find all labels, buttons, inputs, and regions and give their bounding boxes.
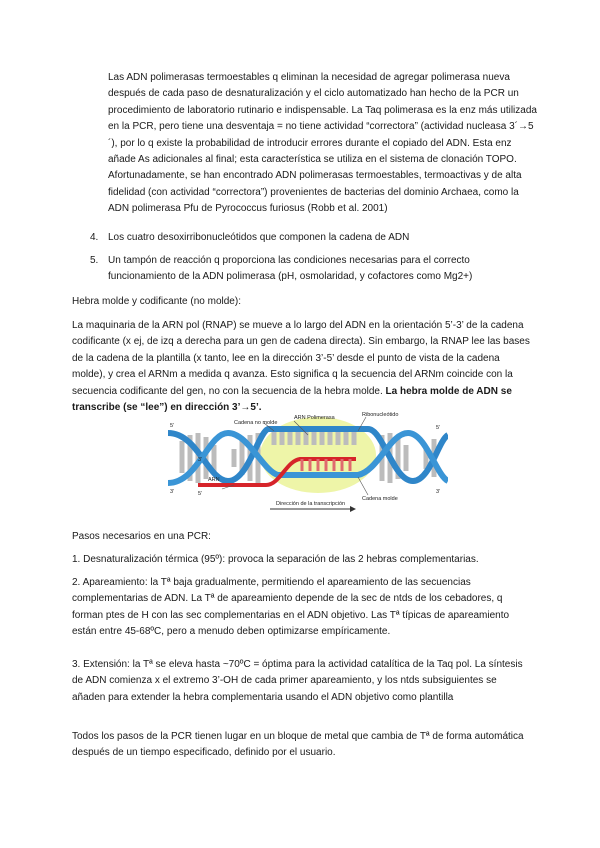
list-text: Los cuatro desoxirribonucleótidos que componen la cadena de ADN (108, 232, 410, 243)
arrow-head-icon (350, 506, 356, 512)
intro-paragraph: Las ADN polimerasas termoestables q eliminan la necesidad de agregar polimerasa nueva después de cada paso de desnaturalización y el ciclo automatizado han hecho de la PCR un procedimiento de laboratorio rutinario e indispensable. La Taq polimerasa es la enz más utilizada en la PCR, pero tiene una desventaja = no tiene actividad “correctora” (actividad nucleasa 3´→5´), por lo q existe la probabilidad de introducir errores durante el copiado del ADN. Esta enz añade As adicionales al final; esta característica se utiliza en el sistema de clonación TOPO. Afortunadamente, se han encontrado ADN polimerasas termoestables, termoactivas y de alta fidelidad (con actividad “correctora”) provenientes de bacterias del dominio Archaea, como la ADN polimerasa Pfu de Pyrococcus furiosus (Robb et al. 2001) (108, 72, 537, 215)
label-3-inner: 3’ (198, 457, 203, 463)
pcr-heading: Pasos necesarios en una PCR: (72, 531, 211, 542)
label-nontemplate: Cadena no molde (234, 420, 278, 426)
pcr-step-1: 1. Desnaturalización térmica (95º): provoca la separación de las 2 hebras complementarias. (72, 554, 479, 565)
label-5-arn: 5’ (198, 491, 203, 497)
label-5-left: 5’ (170, 423, 175, 429)
rna-bases (302, 459, 350, 471)
pcr-step-2: 2. Apareamiento: la Tª baja gradualmente, permitiendo el apareamiento de las secuencias complementarias de ADN. La Tª de apareamiento depende de la sec de ntds de los cebadores, q forman ptes de H con las sec complementarias en el ADN objetivo. Las Tª típicas de apareamiento están entre 45-68ºC, pero a menudo deben optimizarse empíricamente. (72, 577, 510, 638)
list-text: Un tampón de reacción q proporciona las condiciones necesarias para el correcto funcionamiento de la ADN polimerasa (pH, osmolaridad, y cofactores como Mg2+) (108, 255, 473, 283)
strand-text: La maquinaria de la ARN pol (RNAP) se mueve a lo largo del ADN en la orientación 5’-3’ de la cadena codificante (x ej, de izq a derecha para un gen de cadena directa). Sin embargo, la RNAP lee las bases de la cadena de la plantilla (x tanto, lee en la dirección 3’-5’ desde el punto de vista de la cadena molde), y crea el ARNm a medida q avanza. Esto significa q la secuencia del ARNm coincide con la secuencia codificante del gen, no con la secuencia de la hebra molde. (72, 320, 530, 397)
transcription-diagram (168, 411, 448, 519)
label-direction: Dirección de la transcripción (276, 501, 346, 507)
label-template: Cadena molde (362, 496, 398, 502)
label-5-right: 5’ (436, 425, 441, 431)
section-heading-strand: Hebra molde y codificante (no molde): (72, 296, 241, 307)
strand-bold-text: La hebra molde de ADN se transcribe (se “lee”) en dirección 3’→5’. (72, 385, 512, 414)
label-rnap: ARN Polimerasa (294, 415, 335, 421)
list-number: 5. (90, 255, 99, 266)
label-arn: ARN (208, 477, 220, 483)
pcr-closing: Todos los pasos de la PCR tienen lugar en un bloque de metal que cambia de Tª de forma automática después de un tiempo especificado, definido por el usuario. (72, 731, 524, 759)
label-3-left: 3’ (170, 489, 175, 495)
label-ribonucleotide: Ribonucleótido (362, 412, 399, 418)
list-number: 4. (90, 232, 99, 243)
pcr-step-3: 3. Extensión: la Tª se eleva hasta ~70ºC = óptima para la actividad catalítica de la Taq pol. La síntesis de ADN comienza x el extremo 3’-OH de cada primer apareamiento, y los ntds subsiguientes se añaden para extender la hebra complementaria usando el ADN objetivo como plantilla (72, 659, 523, 703)
list-item (90, 230, 540, 246)
label-3-right: 3’ (436, 489, 441, 495)
strand-paragraph (72, 318, 532, 416)
list-item (90, 253, 540, 287)
